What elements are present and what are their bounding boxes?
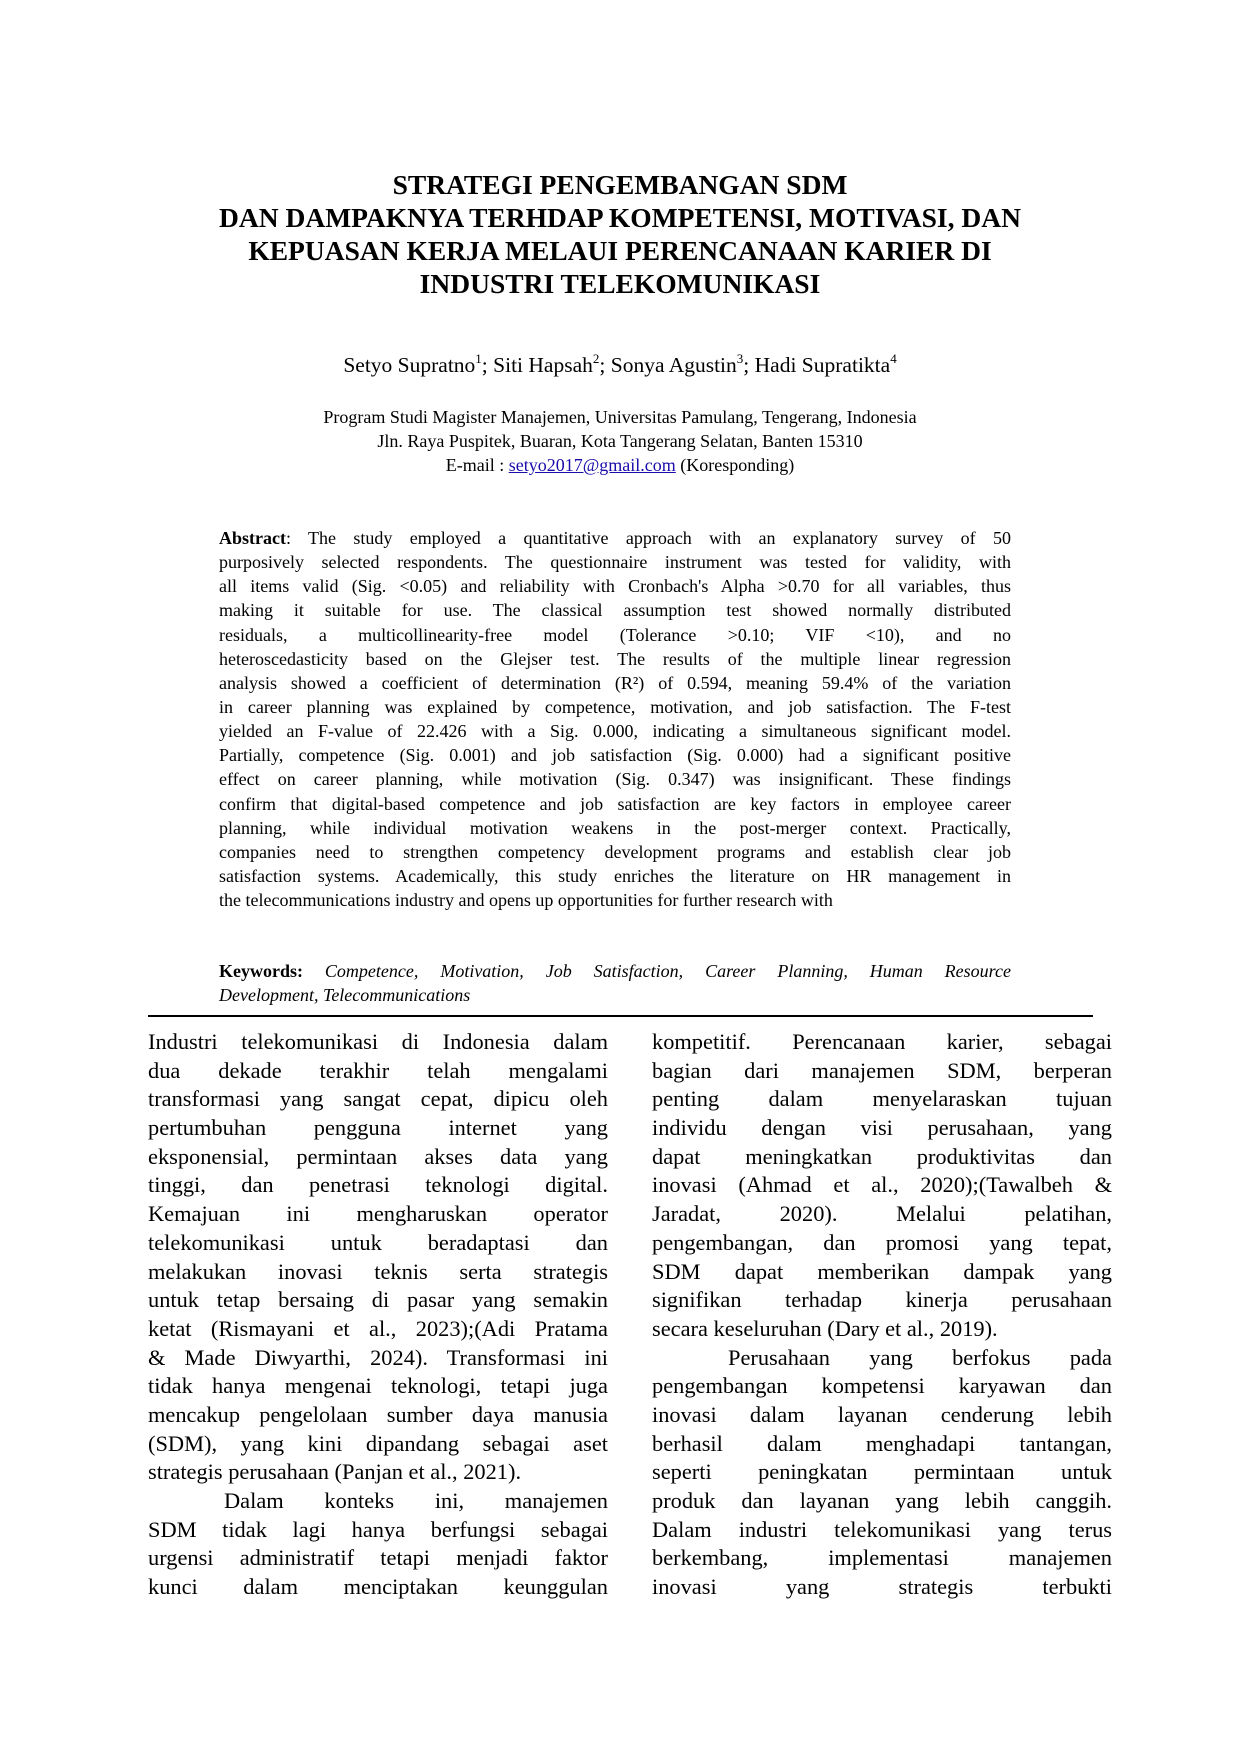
body-line: ketat (Rismayani et al., 2023);(Adi Pratama xyxy=(148,1315,608,1341)
body-line: SDM dapat memberikan dampak yang xyxy=(652,1258,1112,1284)
paper-title xyxy=(120,168,1120,300)
author-separator: ; xyxy=(599,353,611,377)
abstract-line: effect on career planning, while motivation (Sig. 0.347) was insignificant. These findings xyxy=(219,769,1011,790)
body-line: tidak hanya mengenai teknologi, tetapi juga xyxy=(148,1373,608,1399)
body-line: pengembangan, dan promosi yang tepat, xyxy=(652,1229,1112,1255)
abstract-line: heteroscedasticity based on the Glejser test. The results of the multiple linear regression xyxy=(219,648,1011,669)
author-name: Siti Hapsah xyxy=(493,353,593,377)
author-name: Setyo Supratno xyxy=(343,353,476,377)
body-line: Industri telekomunikasi di Indonesia dalam xyxy=(148,1029,608,1054)
keywords-text: Competence, Motivation, Job Satisfaction, Career Planning, Human Resource xyxy=(303,961,1011,981)
body-line: tinggi, dan penetrasi teknologi digital. xyxy=(148,1172,608,1198)
body-line: inovasi (Ahmad et al., 2020);(Tawalbeh & xyxy=(652,1172,1112,1198)
affiliation-block xyxy=(120,405,1120,477)
abstract-line: the telecommunications industry and opens up opportunities for further research with xyxy=(219,890,833,911)
body-line: (SDM), yang kini dipandang sebagai aset xyxy=(148,1430,608,1456)
body-line: inovasi yang strategis terbukti xyxy=(652,1574,1112,1600)
keywords xyxy=(219,959,1011,1007)
author-affiliation-number: 4 xyxy=(890,351,897,366)
abstract-line: satisfaction systems. Academically, this study enriches the literature on HR management in xyxy=(219,865,1011,886)
abstract-text: : The study employed a quantitative approach with an explanatory survey of 50 xyxy=(285,528,1011,548)
body-line: & Made Diwyarthi, 2024). Transformasi ini xyxy=(148,1344,608,1370)
email-link[interactable]: setyo2017@gmail.com xyxy=(508,455,676,475)
abstract-line: all items valid (Sig. <0.05) and reliability with Cronbach's Alpha >0.70 for all variables, thus xyxy=(219,576,1011,597)
body-line: telekomunikasi untuk beradaptasi dan xyxy=(148,1229,608,1255)
body-line: pertumbuhan pengguna internet yang xyxy=(148,1115,608,1141)
body-line: Kemajuan ini mengharuskan operator xyxy=(148,1201,608,1227)
keywords-text: Development, Telecommunications xyxy=(219,985,471,1005)
body-line: urgensi administratif tetapi menjadi faktor xyxy=(148,1545,608,1571)
keywords-label: Keywords: xyxy=(219,961,303,981)
body-line: melakukan inovasi teknis serta strategis xyxy=(148,1258,608,1284)
body-line: individu dengan visi perusahaan, yang xyxy=(652,1115,1112,1141)
body-line: Dalam industri telekomunikasi yang terus xyxy=(652,1516,1112,1542)
body-line: kunci dalam menciptakan keunggulan xyxy=(148,1574,608,1600)
author-name: Hadi Supratikta xyxy=(754,353,891,377)
body-line: seperti peningkatan permintaan untuk xyxy=(652,1459,1112,1485)
abstract-line: companies need to strengthen competency development programs and establish clear job xyxy=(219,841,1011,862)
abstract-line: residuals, a multicollinearity-free model (Tolerance >0.10; VIF <10), and no xyxy=(219,624,1011,645)
author-list xyxy=(120,350,1120,380)
author-affiliation-number: 3 xyxy=(736,351,744,366)
affiliation-institution: Program Studi Magister Manajemen, Universitas Pamulang, Tengerang, Indonesia xyxy=(323,407,917,427)
affiliation-address: Jln. Raya Puspitek, Buaran, Kota Tangerang Selatan, Banten 15310 xyxy=(377,431,863,451)
body-line: SDM tidak lagi hanya berfungsi sebagai xyxy=(148,1516,608,1542)
body-line: strategis perusahaan (Panjan et al., 2021). xyxy=(148,1459,522,1485)
affiliation-email-line xyxy=(120,453,1120,477)
abstract xyxy=(219,526,1011,912)
body-line: eksponensial, permintaan akses data yang xyxy=(148,1143,608,1169)
title-line: INDUSTRI TELEKOMUNIKASI xyxy=(419,268,821,299)
abstract-line: analysis showed a coefficient of determination (R²) of 0.594, meaning 59.4% of the variation xyxy=(219,672,1011,693)
body-line: Jaradat, 2020). Melalui pelatihan, xyxy=(652,1201,1112,1227)
author-affiliation-number: 1 xyxy=(475,351,482,366)
keywords-line xyxy=(219,959,1011,983)
body-column-right xyxy=(652,1028,1112,1602)
email-label: E-mail : xyxy=(445,455,509,475)
body-line: produk dan layanan yang lebih canggih. xyxy=(652,1488,1112,1513)
body-line: Perusahaan yang berfokus pada xyxy=(728,1344,1112,1370)
body-line: pengembangan kompetensi karyawan dan xyxy=(652,1373,1112,1399)
section-divider xyxy=(148,1015,1093,1017)
body-line: dua dekade terakhir telah mengalami xyxy=(148,1057,608,1083)
abstract-label: Abstract xyxy=(219,528,286,548)
body-line: berkembang, implementasi manajemen xyxy=(652,1545,1112,1571)
abstract-line: planning, while individual motivation weakens in the post-merger context. Practically, xyxy=(219,817,1011,838)
author-name: Sonya Agustin xyxy=(610,353,737,377)
abstract-line: in career planning was explained by competence, motivation, and job satisfaction. The F-test xyxy=(219,696,1011,717)
keywords-line xyxy=(219,983,1011,1007)
body-line: inovasi dalam layanan cenderung lebih xyxy=(652,1401,1112,1427)
body-line: bagian dari manajemen SDM, berperan xyxy=(652,1057,1112,1083)
body-line: transformasi yang sangat cepat, dipicu oleh xyxy=(148,1086,608,1112)
body-line: secara keseluruhan (Dary et al., 2019). xyxy=(652,1315,998,1341)
body-column-left xyxy=(148,1028,608,1602)
body-line: kompetitif. Perencanaan karier, sebagai xyxy=(652,1029,1112,1054)
abstract-line: making it suitable for use. The classical assumption test showed normally distributed xyxy=(219,600,1011,621)
title-line: DAN DAMPAKNYA TERHDAP KOMPETENSI, MOTIVASI, DAN xyxy=(219,202,1021,233)
author-separator: ; xyxy=(481,353,494,377)
body-line: signifikan terhadap kinerja perusahaan xyxy=(652,1287,1112,1313)
abstract-line: yielded an F-value of 22.426 with a Sig. 0.000, indicating a simultaneous significant model. xyxy=(219,721,1011,742)
abstract-line: confirm that digital-based competence and job satisfaction are key factors in employee career xyxy=(219,793,1011,814)
abstract-line xyxy=(219,526,1011,550)
title-line: KEPUASAN KERJA MELAUI PERENCANAAN KARIER DI xyxy=(248,235,992,266)
abstract-line: purposively selected respondents. The questionnaire instrument was tested for validity, with xyxy=(219,552,1011,573)
body-line: Dalam konteks ini, manajemen xyxy=(224,1488,608,1513)
email-note: (Koresponding) xyxy=(675,455,795,475)
title-line: STRATEGI PENGEMBANGAN SDM xyxy=(392,169,848,200)
body-line: untuk tetap bersaing di pasar yang semakin xyxy=(148,1287,608,1313)
body-line: mencakup pengelolaan sumber daya manusia xyxy=(148,1401,608,1427)
abstract-line: Partially, competence (Sig. 0.001) and job satisfaction (Sig. 0.000) had a significant positive xyxy=(219,745,1011,766)
author-separator: ; xyxy=(743,353,755,377)
body-line: berhasil dalam menghadapi tantangan, xyxy=(652,1430,1112,1456)
body-line: dapat meningkatkan produktivitas dan xyxy=(652,1143,1112,1169)
body-line: penting dalam menyelaraskan tujuan xyxy=(652,1086,1112,1112)
author-affiliation-number: 2 xyxy=(592,351,600,366)
